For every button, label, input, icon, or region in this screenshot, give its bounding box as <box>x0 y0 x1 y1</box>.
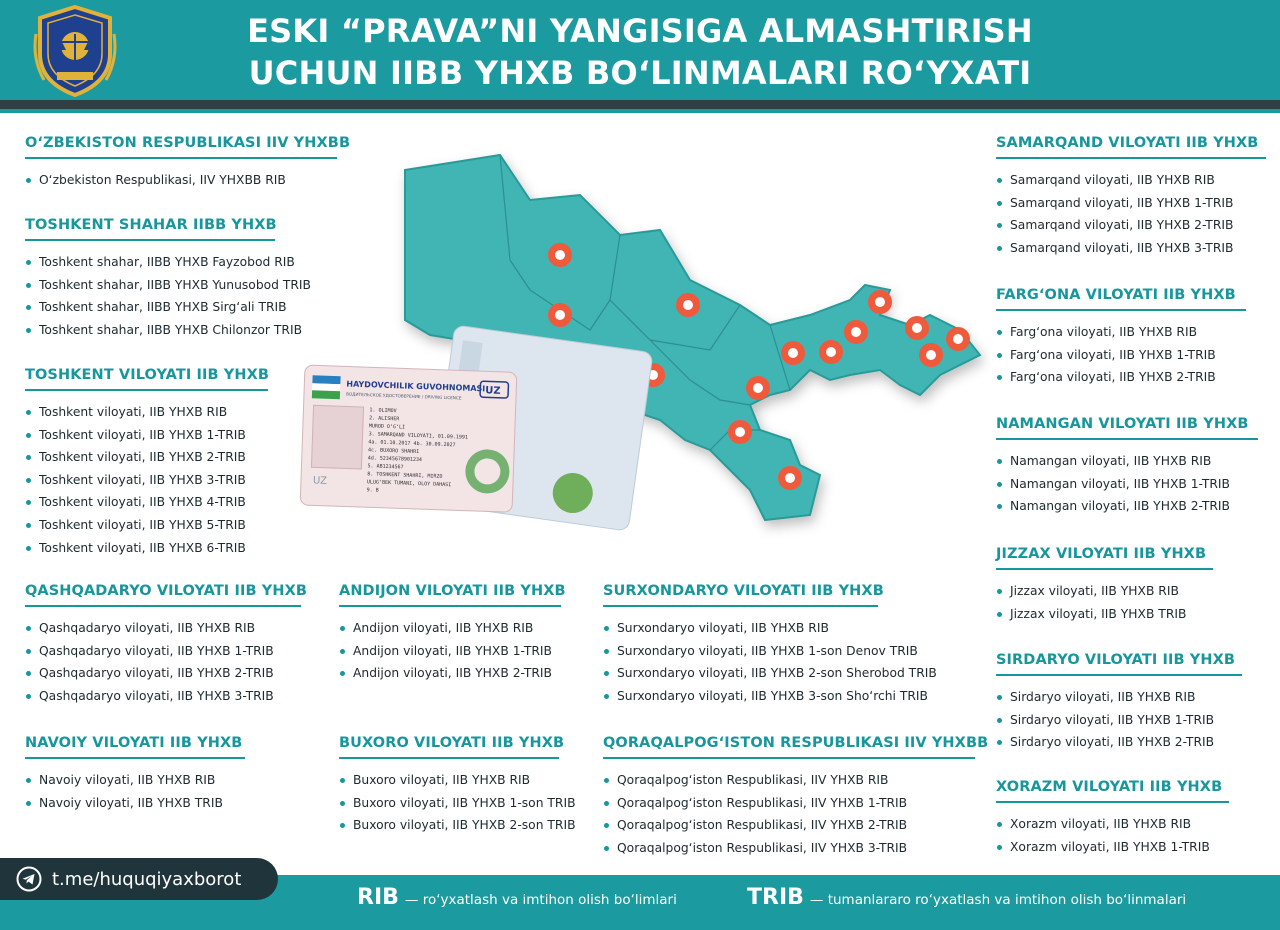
list-item: Toshkent shahar, IIBB YHXB Sirg‘ali TRIB <box>25 296 275 319</box>
list-item: Buxoro viloyati, IIB YHXB RIB <box>339 769 559 792</box>
section-qashqadaryo <box>25 583 308 707</box>
card-subtitle: ВОДИТЕЛЬСКОЕ УДОСТОВЕРЕНИЕ / DRIVING LICENCE <box>345 391 462 401</box>
list-item: Qashqadaryo viloyati, IIB YHXB RIB <box>25 617 301 640</box>
legend-trib-desc: — tumanlararo ro‘yxatlash va imtihon olish bo‘linmalari <box>809 892 1187 908</box>
page-title <box>150 10 1130 94</box>
section-title: SIRDARYO VILOYATI IIB YHXB <box>996 652 1242 676</box>
list-item: Qashqadaryo viloyati, IIB YHXB 2-TRIB <box>25 662 301 685</box>
ministry-emblem-icon <box>30 4 120 98</box>
card-line: 4d. 52345678901234 <box>367 455 423 464</box>
list-item: Toshkent viloyati, IIB YHXB 2-TRIB <box>25 446 268 469</box>
card-country-code: UZ <box>485 385 501 397</box>
list-item: Samarqand viloyati, IIB YHXB RIB <box>996 169 1266 192</box>
list-item: Qoraqalpog‘iston Respublikasi, IIV YHXB 1-TRIB <box>603 792 975 815</box>
section-andijon <box>339 583 566 685</box>
card-line: 4a. 01.10.2017 4b. 30.09.2027 <box>368 439 456 449</box>
section-toshkent-viloyati <box>25 367 268 559</box>
list-item: Qashqadaryo viloyati, IIB YHXB 3-TRIB <box>25 685 301 708</box>
list-item: Toshkent viloyati, IIB YHXB 4-TRIB <box>25 491 268 514</box>
list-item: Andijon viloyati, IIB YHXB 1-TRIB <box>339 640 561 663</box>
section-title: SAMARQAND VILOYATI IIB YHXB <box>996 135 1266 159</box>
section-samarqand <box>996 135 1266 259</box>
list-item: Surxondaryo viloyati, IIB YHXB RIB <box>603 617 878 640</box>
list-item: Qashqadaryo viloyati, IIB YHXB 1-TRIB <box>25 640 301 663</box>
section-title: O‘ZBEKISTON RESPUBLIKASI IIV YHXBB <box>25 135 337 159</box>
card-line: 8. TOSHKENT SHAHRI, MIRZO <box>367 471 443 480</box>
card-line: 1. OLIMOV <box>369 407 397 415</box>
list-item: Toshkent shahar, IIBB YHXB Chilonzor TRIB <box>25 319 275 342</box>
section-title: BUXORO VILOYATI IIB YHXB <box>339 735 559 759</box>
card-line: 3. SAMARQAND VILOYATI, 01.09.1991 <box>368 431 469 441</box>
list-item: Qoraqalpog‘iston Respublikasi, IIV YHXB 3-TRIB <box>603 837 975 860</box>
card-line: 4c. BUXORO SHAHRI <box>367 447 420 456</box>
section-title: SURXONDARYO VILOYATI IIB YHXB <box>603 583 878 607</box>
section-qoraqalpogiston <box>603 735 989 859</box>
section-surxondaryo <box>603 583 937 707</box>
list-item: Farg‘ona viloyati, IIB YHXB 2-TRIB <box>996 366 1246 389</box>
legend-trib <box>747 885 1186 910</box>
title-line-2: UCHUN IIBB YHXB BO‘LINMALARI RO‘YXATI <box>248 54 1032 92</box>
list-item: Sirdaryo viloyati, IIB YHXB 2-TRIB <box>996 731 1242 754</box>
card-country-mark: UZ <box>312 475 328 487</box>
section-xorazm <box>996 779 1229 858</box>
legend-trib-abbr: TRIB <box>747 885 804 910</box>
card-line: MUROD O‘G‘LI <box>368 423 406 431</box>
list-item: Qoraqalpog‘iston Respublikasi, IIV YHXB 2-TRIB <box>603 814 975 837</box>
telegram-link-badge[interactable] <box>0 858 278 900</box>
section-title: QASHQADARYO VILOYATI IIB YHXB <box>25 583 301 607</box>
license-card-front <box>300 365 517 512</box>
section-title: ANDIJON VILOYATI IIB YHXB <box>339 583 561 607</box>
list-item: Namangan viloyati, IIB YHXB 1-TRIB <box>996 473 1258 496</box>
list-item: Buxoro viloyati, IIB YHXB 1-son TRIB <box>339 792 559 815</box>
section-fargona <box>996 287 1246 389</box>
list-item: Samarqand viloyati, IIB YHXB 2-TRIB <box>996 214 1266 237</box>
list-item: Farg‘ona viloyati, IIB YHXB 1-TRIB <box>996 344 1246 367</box>
list-item: Xorazm viloyati, IIB YHXB 1-TRIB <box>996 836 1229 859</box>
list-item: Sirdaryo viloyati, IIB YHXB RIB <box>996 686 1242 709</box>
legend-rib-abbr: RIB <box>357 885 399 910</box>
list-item: Namangan viloyati, IIB YHXB RIB <box>996 450 1258 473</box>
list-item: Namangan viloyati, IIB YHXB 2-TRIB <box>996 495 1258 518</box>
list-item: Buxoro viloyati, IIB YHXB 2-son TRIB <box>339 814 559 837</box>
list-item: Sirdaryo viloyati, IIB YHXB 1-TRIB <box>996 709 1242 732</box>
section-jizzax <box>996 546 1213 625</box>
section-title: QORAQALPOG‘ISTON RESPUBLIKASI IIV YHXBB <box>603 735 975 759</box>
header-divider <box>0 100 1280 109</box>
list-item: O‘zbekiston Respublikasi, IIV YHXBB RIB <box>25 169 337 192</box>
card-line: 2. ALISHER <box>369 415 400 423</box>
list-item: Farg‘ona viloyati, IIB YHXB RIB <box>996 321 1246 344</box>
section-buxoro <box>339 735 576 837</box>
section-title: TOSHKENT VILOYATI IIB YHXB <box>25 367 268 391</box>
list-item: Jizzax viloyati, IIB YHXB RIB <box>996 580 1213 603</box>
section-title: NAVOIY VILOYATI IIB YHXB <box>25 735 245 759</box>
card-title: HAYDOVCHILIK GUVOHNOMASI <box>346 379 486 394</box>
list-item: Samarqand viloyati, IIB YHXB 3-TRIB <box>996 237 1266 260</box>
section-uzbekistan-iiv <box>25 135 351 192</box>
card-line: ULUG‘BEK TUMANI, OLOY DAHASI <box>366 479 452 489</box>
list-item: Toshkent shahar, IIBB YHXB Fayzobod RIB <box>25 251 275 274</box>
list-item: Surxondaryo viloyati, IIB YHXB 3-son Sho‘rchi TRIB <box>603 685 878 708</box>
section-navoiy <box>25 735 245 814</box>
list-item: Qoraqalpog‘iston Respublikasi, IIV YHXB RIB <box>603 769 975 792</box>
list-item: Surxondaryo viloyati, IIB YHXB 1-son Denov TRIB <box>603 640 878 663</box>
header-divider-accent <box>0 109 1280 113</box>
section-namangan <box>996 416 1258 518</box>
card-line: 9. B <box>366 487 379 494</box>
section-title: XORAZM VILOYATI IIB YHXB <box>996 779 1229 803</box>
section-sirdaryo <box>996 652 1242 754</box>
list-item: Xorazm viloyati, IIB YHXB RIB <box>996 813 1229 836</box>
list-item: Navoiy viloyati, IIB YHXB TRIB <box>25 792 245 815</box>
telegram-link-text[interactable]: t.me/huquqiyaxborot <box>52 868 242 890</box>
telegram-icon <box>16 866 42 892</box>
section-title: JIZZAX VILOYATI IIB YHXB <box>996 546 1213 570</box>
list-item: Toshkent shahar, IIBB YHXB Yunusobod TRIB <box>25 274 275 297</box>
list-item: Toshkent viloyati, IIB YHXB 3-TRIB <box>25 469 268 492</box>
list-item: Toshkent viloyati, IIB YHXB RIB <box>25 401 268 424</box>
section-title: TOSHKENT SHAHAR IIBB YHXB <box>25 217 275 241</box>
list-item: Andijon viloyati, IIB YHXB RIB <box>339 617 561 640</box>
list-item: Samarqand viloyati, IIB YHXB 1-TRIB <box>996 192 1266 215</box>
section-title: FARG‘ONA VILOYATI IIB YHXB <box>996 287 1246 311</box>
uzbekistan-map <box>290 140 990 550</box>
list-item: Toshkent viloyati, IIB YHXB 5-TRIB <box>25 514 268 537</box>
legend-rib <box>357 885 677 910</box>
list-item: Toshkent viloyati, IIB YHXB 1-TRIB <box>25 424 268 447</box>
list-item: Andijon viloyati, IIB YHXB 2-TRIB <box>339 662 561 685</box>
legend-rib-desc: — ro‘yxatlash va imtihon olish bo‘limlari <box>404 892 677 908</box>
title-line-1: ESKI “PRAVA”NI YANGISIGA ALMASHTIRISH <box>247 12 1033 50</box>
card-line: 5. AB1234567 <box>367 463 404 471</box>
list-item: Navoiy viloyati, IIB YHXB RIB <box>25 769 245 792</box>
list-item: Toshkent viloyati, IIB YHXB 6-TRIB <box>25 537 268 560</box>
list-item: Surxondaryo viloyati, IIB YHXB 2-son Sherobod TRIB <box>603 662 878 685</box>
section-toshkent-shahar <box>25 217 311 341</box>
section-title: NAMANGAN VILOYATI IIB YHXB <box>996 416 1258 440</box>
list-item: Jizzax viloyati, IIB YHXB TRIB <box>996 603 1213 626</box>
